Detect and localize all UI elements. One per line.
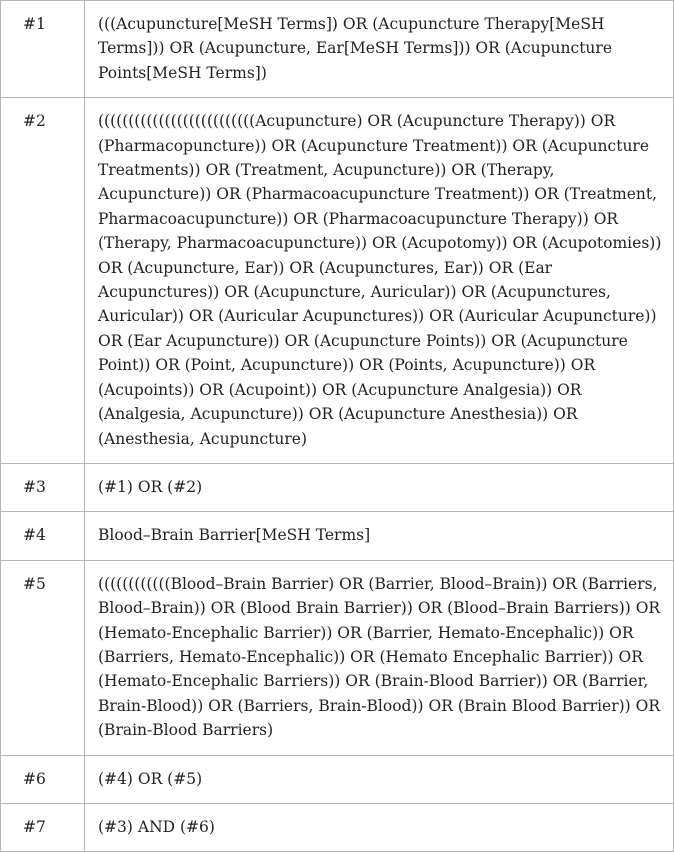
table-row [1,560,674,755]
row-number: #2 [1,98,85,464]
search-query: (#4) OR (#5) [85,755,674,803]
search-query: ((((((((((((Blood–Brain Barrier) OR (Barrier, Blood–Brain)) OR (Barriers, Blood–Brain)) OR (Blood Brain Barrier)) OR (Blood–Brain Barriers)) OR (Hemato-Encephalic Barrier)) OR (Barrier, Hemato-Encephalic)) OR (Barriers, Hemato-Encephalic)) OR (Hemato Encephalic Barrier)) OR (Hemato-Encephalic Barriers)) OR (Brain-Blood Barrier)) OR (Barrier, Brain-Blood)) OR (Barriers, Brain-Blood)) OR (Brain Blood Barrier)) OR (Brain-Blood Barriers) [85,560,674,755]
table-row [1,755,674,803]
row-number: #1 [1,1,85,98]
table-row [1,98,674,464]
search-query: ((((((((((((((((((((((((((Acupuncture) OR (Acupuncture Therapy)) OR (Pharmacopuncture)) OR (Acupuncture Treatment)) OR (Acupuncture Treatments)) OR (Treatment, Acupuncture)) OR (Therapy, Acupuncture)) OR (Pharmacoacupuncture Treatment)) OR (Treatment, Pharmacoacupuncture)) OR (Pharmacoacupuncture Therapy)) OR (Therapy, Pharmacoacupuncture)) OR (Acupotomy)) OR (Acupotomies)) OR (Acupuncture, Ear)) OR (Acupunctures, Ear)) OR (Ear Acupunctures)) OR (Acupuncture, Auricular)) OR (Acupunctures, Auricular)) OR (Auricular Acupunctures)) OR (Auricular Acupuncture)) OR (Ear Acupuncture)) OR (Acupuncture Points)) OR (Acupuncture Point)) OR (Point, Acupuncture)) OR (Points, Acupuncture)) OR (Acupoints)) OR (Acupoint)) OR (Acupuncture Analgesia)) OR (Analgesia, Acupuncture)) OR (Acupuncture Anesthesia)) OR (Anesthesia, Acupuncture) [85,98,674,464]
row-number: #6 [1,755,85,803]
row-number: #3 [1,463,85,511]
table-row [1,463,674,511]
row-number: #4 [1,512,85,560]
row-number: #5 [1,560,85,755]
table-row [1,512,674,560]
search-query: Blood–Brain Barrier[MeSH Terms] [85,512,674,560]
table-row [1,1,674,98]
search-query: (#3) AND (#6) [85,803,674,851]
row-number: #7 [1,803,85,851]
search-query: (((Acupuncture[MeSH Terms]) OR (Acupuncture Therapy[MeSH Terms])) OR (Acupuncture, Ear[MeSH Terms])) OR (Acupuncture Points[MeSH Terms]) [85,1,674,98]
search-query: (#1) OR (#2) [85,463,674,511]
